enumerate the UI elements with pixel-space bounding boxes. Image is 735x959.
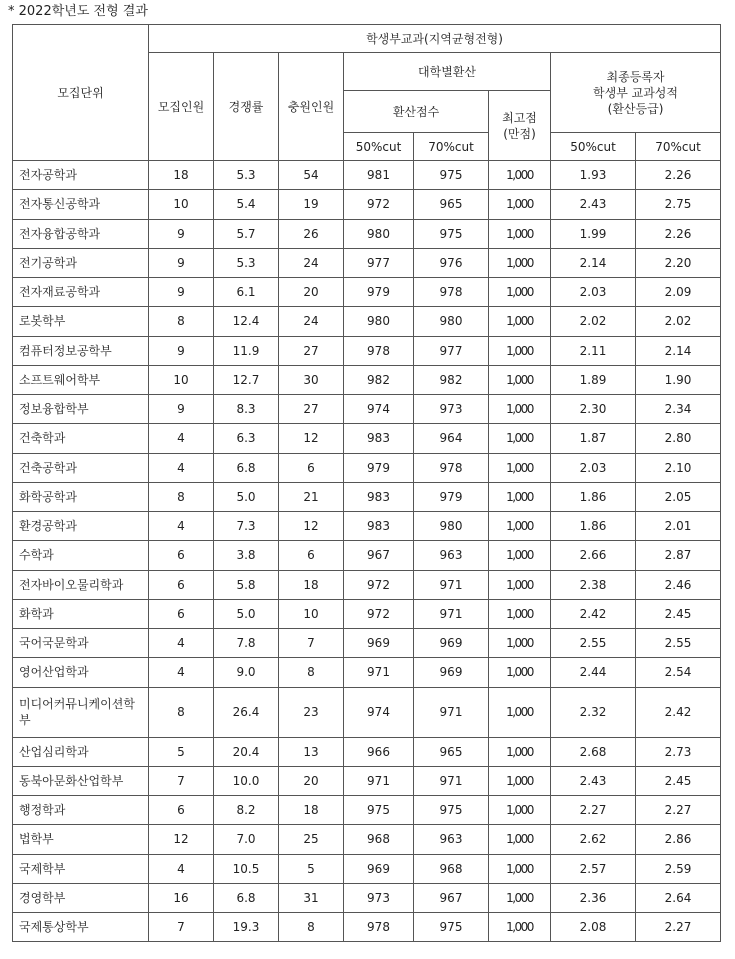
grade-cut70-cell: 2.26 — [636, 219, 721, 248]
score-cut70-cell: 978 — [414, 278, 489, 307]
table-row — [13, 365, 721, 394]
ratio-cell: 6.3 — [214, 424, 279, 453]
score-cut50-cell: 972 — [344, 599, 414, 628]
table-row — [13, 658, 721, 687]
max-score-cell: 1,000 — [489, 541, 551, 570]
recruit-cell: 10 — [149, 365, 214, 394]
recruit-cell: 12 — [149, 825, 214, 854]
grade-cut50-cell: 2.02 — [551, 307, 636, 336]
grade-cut50-cell: 2.43 — [551, 766, 636, 795]
unit-name-cell: 전기공학과 — [13, 248, 149, 277]
score-cut50-cell: 974 — [344, 687, 414, 737]
grade-cut50-cell: 2.44 — [551, 658, 636, 687]
table-row — [13, 512, 721, 541]
score-cut70-cell: 978 — [414, 453, 489, 482]
max-score-cell: 1,000 — [489, 913, 551, 942]
header-max — [489, 91, 551, 161]
header-track: 학생부교과(지역균형전형) — [149, 25, 721, 53]
unit-name-cell: 경영학부 — [13, 883, 149, 912]
extra-cell: 8 — [279, 658, 344, 687]
table-row — [13, 278, 721, 307]
ratio-cell: 5.0 — [214, 482, 279, 511]
score-cut50-cell: 979 — [344, 453, 414, 482]
header-grade-cut70: 70%cut — [636, 133, 721, 161]
grade-cut50-cell: 2.38 — [551, 570, 636, 599]
recruit-cell: 4 — [149, 512, 214, 541]
grade-cut70-cell: 2.45 — [636, 766, 721, 795]
max-score-cell: 1,000 — [489, 766, 551, 795]
max-score-cell: 1,000 — [489, 512, 551, 541]
recruit-cell: 9 — [149, 336, 214, 365]
score-cut70-cell: 971 — [414, 599, 489, 628]
extra-cell: 10 — [279, 599, 344, 628]
extra-cell: 23 — [279, 687, 344, 737]
max-score-cell: 1,000 — [489, 796, 551, 825]
grade-cut50-cell: 1.99 — [551, 219, 636, 248]
unit-name-cell: 미디어커뮤니케이션학부 — [13, 687, 149, 737]
score-cut70-cell: 979 — [414, 482, 489, 511]
grade-cut50-cell: 2.14 — [551, 248, 636, 277]
header-score-cut50: 50%cut — [344, 133, 414, 161]
unit-name-cell: 국제학부 — [13, 854, 149, 883]
recruit-cell: 9 — [149, 248, 214, 277]
unit-name-cell: 화학공학과 — [13, 482, 149, 511]
score-cut70-cell: 980 — [414, 307, 489, 336]
score-cut50-cell: 977 — [344, 248, 414, 277]
extra-cell: 6 — [279, 453, 344, 482]
extra-cell: 21 — [279, 482, 344, 511]
score-cut50-cell: 972 — [344, 190, 414, 219]
grade-cut50-cell: 2.08 — [551, 913, 636, 942]
max-score-cell: 1,000 — [489, 424, 551, 453]
max-score-cell: 1,000 — [489, 278, 551, 307]
unit-name-cell: 전자융합공학과 — [13, 219, 149, 248]
max-score-cell: 1,000 — [489, 219, 551, 248]
ratio-cell: 5.3 — [214, 248, 279, 277]
header-score: 환산점수 — [344, 91, 489, 133]
extra-cell: 12 — [279, 424, 344, 453]
unit-name-cell: 법학부 — [13, 825, 149, 854]
table-row — [13, 599, 721, 628]
ratio-cell: 26.4 — [214, 687, 279, 737]
score-cut70-cell: 971 — [414, 766, 489, 795]
max-score-cell: 1,000 — [489, 854, 551, 883]
score-cut70-cell: 969 — [414, 658, 489, 687]
header-converted: 대학별환산 — [344, 53, 551, 91]
extra-cell: 25 — [279, 825, 344, 854]
extra-cell: 8 — [279, 913, 344, 942]
grade-cut70-cell: 2.09 — [636, 278, 721, 307]
header-grade-cut50: 50%cut — [551, 133, 636, 161]
max-score-cell: 1,000 — [489, 248, 551, 277]
score-cut50-cell: 966 — [344, 737, 414, 766]
ratio-cell: 10.5 — [214, 854, 279, 883]
recruit-cell: 4 — [149, 424, 214, 453]
unit-name-cell: 수학과 — [13, 541, 149, 570]
grade-cut50-cell: 2.03 — [551, 278, 636, 307]
header-final-line1: 최종등록자 — [606, 69, 665, 84]
score-cut70-cell: 975 — [414, 219, 489, 248]
grade-cut50-cell: 1.86 — [551, 482, 636, 511]
table-row — [13, 737, 721, 766]
table-row — [13, 307, 721, 336]
recruit-cell: 4 — [149, 629, 214, 658]
score-cut70-cell: 963 — [414, 825, 489, 854]
grade-cut50-cell: 2.68 — [551, 737, 636, 766]
ratio-cell: 5.0 — [214, 599, 279, 628]
score-cut70-cell: 971 — [414, 687, 489, 737]
ratio-cell: 6.1 — [214, 278, 279, 307]
score-cut50-cell: 981 — [344, 161, 414, 190]
unit-name-cell: 국제통상학부 — [13, 913, 149, 942]
score-cut70-cell: 975 — [414, 913, 489, 942]
score-cut50-cell: 971 — [344, 766, 414, 795]
table-row — [13, 854, 721, 883]
extra-cell: 12 — [279, 512, 344, 541]
score-cut70-cell: 965 — [414, 737, 489, 766]
recruit-cell: 4 — [149, 854, 214, 883]
score-cut50-cell: 969 — [344, 854, 414, 883]
recruit-cell: 5 — [149, 737, 214, 766]
grade-cut70-cell: 1.90 — [636, 365, 721, 394]
score-cut50-cell: 971 — [344, 658, 414, 687]
table-row — [13, 482, 721, 511]
extra-cell: 26 — [279, 219, 344, 248]
table-row — [13, 219, 721, 248]
score-cut50-cell: 975 — [344, 796, 414, 825]
score-cut70-cell: 965 — [414, 190, 489, 219]
table-row — [13, 796, 721, 825]
grade-cut70-cell: 2.14 — [636, 336, 721, 365]
table-row — [13, 190, 721, 219]
grade-cut70-cell: 2.26 — [636, 161, 721, 190]
unit-name-cell: 행정학과 — [13, 796, 149, 825]
header-max-line1: 최고점 — [502, 110, 537, 125]
extra-cell: 5 — [279, 854, 344, 883]
header-final-line2: 학생부 교과성적 — [593, 85, 678, 100]
max-score-cell: 1,000 — [489, 395, 551, 424]
grade-cut70-cell: 2.05 — [636, 482, 721, 511]
extra-cell: 27 — [279, 395, 344, 424]
grade-cut70-cell: 2.75 — [636, 190, 721, 219]
ratio-cell: 12.4 — [214, 307, 279, 336]
grade-cut50-cell: 1.86 — [551, 512, 636, 541]
grade-cut70-cell: 2.34 — [636, 395, 721, 424]
header-final-grade — [551, 53, 721, 133]
extra-cell: 18 — [279, 570, 344, 599]
score-cut50-cell: 978 — [344, 336, 414, 365]
grade-cut70-cell: 2.45 — [636, 599, 721, 628]
grade-cut70-cell: 2.27 — [636, 796, 721, 825]
table-row — [13, 453, 721, 482]
extra-cell: 20 — [279, 278, 344, 307]
grade-cut50-cell: 2.66 — [551, 541, 636, 570]
grade-cut50-cell: 2.30 — [551, 395, 636, 424]
max-score-cell: 1,000 — [489, 453, 551, 482]
grade-cut50-cell: 2.57 — [551, 854, 636, 883]
grade-cut50-cell: 1.93 — [551, 161, 636, 190]
ratio-cell: 7.8 — [214, 629, 279, 658]
extra-cell: 54 — [279, 161, 344, 190]
grade-cut70-cell: 2.87 — [636, 541, 721, 570]
score-cut70-cell: 968 — [414, 854, 489, 883]
ratio-cell: 8.3 — [214, 395, 279, 424]
unit-name-cell: 전자통신공학과 — [13, 190, 149, 219]
score-cut70-cell: 971 — [414, 570, 489, 599]
grade-cut70-cell: 2.42 — [636, 687, 721, 737]
score-cut50-cell: 972 — [344, 570, 414, 599]
unit-name-cell: 건축학과 — [13, 424, 149, 453]
score-cut70-cell: 982 — [414, 365, 489, 394]
max-score-cell: 1,000 — [489, 599, 551, 628]
grade-cut70-cell: 2.01 — [636, 512, 721, 541]
unit-name-cell: 환경공학과 — [13, 512, 149, 541]
max-score-cell: 1,000 — [489, 570, 551, 599]
table-row — [13, 248, 721, 277]
recruit-cell: 8 — [149, 482, 214, 511]
recruit-cell: 6 — [149, 599, 214, 628]
max-score-cell: 1,000 — [489, 629, 551, 658]
recruit-cell: 6 — [149, 570, 214, 599]
score-cut50-cell: 968 — [344, 825, 414, 854]
max-score-cell: 1,000 — [489, 307, 551, 336]
unit-name-cell: 소프트웨어학부 — [13, 365, 149, 394]
ratio-cell: 10.0 — [214, 766, 279, 795]
recruit-cell: 4 — [149, 453, 214, 482]
ratio-cell: 9.0 — [214, 658, 279, 687]
grade-cut50-cell: 2.36 — [551, 883, 636, 912]
recruit-cell: 16 — [149, 883, 214, 912]
header-max-line2: (만점) — [503, 126, 536, 141]
score-cut70-cell: 976 — [414, 248, 489, 277]
extra-cell: 20 — [279, 766, 344, 795]
score-cut70-cell: 975 — [414, 161, 489, 190]
grade-cut50-cell: 1.89 — [551, 365, 636, 394]
ratio-cell: 7.0 — [214, 825, 279, 854]
score-cut50-cell: 980 — [344, 307, 414, 336]
score-cut70-cell: 975 — [414, 796, 489, 825]
table-row — [13, 825, 721, 854]
max-score-cell: 1,000 — [489, 365, 551, 394]
ratio-cell: 5.7 — [214, 219, 279, 248]
header-extra: 충원인원 — [279, 53, 344, 161]
grade-cut50-cell: 1.87 — [551, 424, 636, 453]
unit-name-cell: 전자바이오물리학과 — [13, 570, 149, 599]
score-cut70-cell: 980 — [414, 512, 489, 541]
grade-cut50-cell: 2.55 — [551, 629, 636, 658]
ratio-cell: 12.7 — [214, 365, 279, 394]
score-cut50-cell: 979 — [344, 278, 414, 307]
grade-cut70-cell: 2.20 — [636, 248, 721, 277]
score-cut70-cell: 977 — [414, 336, 489, 365]
recruit-cell: 8 — [149, 307, 214, 336]
score-cut50-cell: 978 — [344, 913, 414, 942]
extra-cell: 7 — [279, 629, 344, 658]
extra-cell: 27 — [279, 336, 344, 365]
extra-cell: 24 — [279, 307, 344, 336]
table-row — [13, 687, 721, 737]
score-cut70-cell: 963 — [414, 541, 489, 570]
recruit-cell: 4 — [149, 658, 214, 687]
grade-cut50-cell: 2.27 — [551, 796, 636, 825]
grade-cut70-cell: 2.54 — [636, 658, 721, 687]
ratio-cell: 5.4 — [214, 190, 279, 219]
unit-name-cell: 영어산업학과 — [13, 658, 149, 687]
extra-cell: 6 — [279, 541, 344, 570]
unit-name-cell: 전자재료공학과 — [13, 278, 149, 307]
score-cut50-cell: 974 — [344, 395, 414, 424]
grade-cut70-cell: 2.80 — [636, 424, 721, 453]
max-score-cell: 1,000 — [489, 883, 551, 912]
score-cut50-cell: 983 — [344, 424, 414, 453]
grade-cut70-cell: 2.86 — [636, 825, 721, 854]
ratio-cell: 20.4 — [214, 737, 279, 766]
recruit-cell: 7 — [149, 913, 214, 942]
table-row — [13, 424, 721, 453]
extra-cell: 24 — [279, 248, 344, 277]
admission-results-table — [12, 24, 721, 942]
unit-name-cell: 정보융합학부 — [13, 395, 149, 424]
unit-name-cell: 동북아문화산업학부 — [13, 766, 149, 795]
unit-name-cell: 화학과 — [13, 599, 149, 628]
ratio-cell: 6.8 — [214, 453, 279, 482]
grade-cut70-cell: 2.27 — [636, 913, 721, 942]
max-score-cell: 1,000 — [489, 161, 551, 190]
ratio-cell: 5.8 — [214, 570, 279, 599]
table-row — [13, 766, 721, 795]
ratio-cell: 6.8 — [214, 883, 279, 912]
grade-cut70-cell: 2.46 — [636, 570, 721, 599]
unit-name-cell: 전자공학과 — [13, 161, 149, 190]
header-ratio: 경쟁률 — [214, 53, 279, 161]
max-score-cell: 1,000 — [489, 190, 551, 219]
grade-cut50-cell: 2.62 — [551, 825, 636, 854]
score-cut50-cell: 983 — [344, 512, 414, 541]
ratio-cell: 5.3 — [214, 161, 279, 190]
extra-cell: 30 — [279, 365, 344, 394]
grade-cut70-cell: 2.59 — [636, 854, 721, 883]
score-cut50-cell: 969 — [344, 629, 414, 658]
recruit-cell: 10 — [149, 190, 214, 219]
table-row — [13, 570, 721, 599]
max-score-cell: 1,000 — [489, 336, 551, 365]
header-recruit: 모집인원 — [149, 53, 214, 161]
max-score-cell: 1,000 — [489, 687, 551, 737]
max-score-cell: 1,000 — [489, 658, 551, 687]
grade-cut70-cell: 2.73 — [636, 737, 721, 766]
unit-name-cell: 국어국문학과 — [13, 629, 149, 658]
recruit-cell: 18 — [149, 161, 214, 190]
header-unit: 모집단위 — [13, 25, 149, 161]
score-cut50-cell: 982 — [344, 365, 414, 394]
grade-cut50-cell: 2.32 — [551, 687, 636, 737]
grade-cut70-cell: 2.55 — [636, 629, 721, 658]
extra-cell: 31 — [279, 883, 344, 912]
table-row — [13, 883, 721, 912]
header-final-line3: (환산등급) — [607, 101, 664, 116]
ratio-cell: 3.8 — [214, 541, 279, 570]
table-row — [13, 336, 721, 365]
score-cut50-cell: 973 — [344, 883, 414, 912]
recruit-cell: 9 — [149, 278, 214, 307]
score-cut50-cell: 980 — [344, 219, 414, 248]
ratio-cell: 19.3 — [214, 913, 279, 942]
recruit-cell: 9 — [149, 219, 214, 248]
extra-cell: 13 — [279, 737, 344, 766]
max-score-cell: 1,000 — [489, 825, 551, 854]
unit-name-cell: 로봇학부 — [13, 307, 149, 336]
max-score-cell: 1,000 — [489, 737, 551, 766]
recruit-cell: 6 — [149, 541, 214, 570]
recruit-cell: 8 — [149, 687, 214, 737]
table-row — [13, 395, 721, 424]
unit-name-cell: 건축공학과 — [13, 453, 149, 482]
grade-cut50-cell: 2.43 — [551, 190, 636, 219]
table-row — [13, 629, 721, 658]
table-row — [13, 541, 721, 570]
grade-cut50-cell: 2.11 — [551, 336, 636, 365]
grade-cut70-cell: 2.64 — [636, 883, 721, 912]
unit-name-cell: 산업심리학과 — [13, 737, 149, 766]
grade-cut70-cell: 2.02 — [636, 307, 721, 336]
score-cut70-cell: 964 — [414, 424, 489, 453]
ratio-cell: 8.2 — [214, 796, 279, 825]
score-cut70-cell: 973 — [414, 395, 489, 424]
score-cut50-cell: 967 — [344, 541, 414, 570]
recruit-cell: 6 — [149, 796, 214, 825]
score-cut70-cell: 967 — [414, 883, 489, 912]
grade-cut50-cell: 2.42 — [551, 599, 636, 628]
max-score-cell: 1,000 — [489, 482, 551, 511]
header-score-cut70: 70%cut — [414, 133, 489, 161]
table-row — [13, 161, 721, 190]
extra-cell: 19 — [279, 190, 344, 219]
score-cut70-cell: 969 — [414, 629, 489, 658]
unit-name-cell: 컴퓨터정보공학부 — [13, 336, 149, 365]
recruit-cell: 9 — [149, 395, 214, 424]
extra-cell: 18 — [279, 796, 344, 825]
table-row — [13, 913, 721, 942]
score-cut50-cell: 983 — [344, 482, 414, 511]
page-title: * 2022학년도 전형 결과 — [8, 4, 148, 19]
grade-cut50-cell: 2.03 — [551, 453, 636, 482]
recruit-cell: 7 — [149, 766, 214, 795]
grade-cut70-cell: 2.10 — [636, 453, 721, 482]
ratio-cell: 7.3 — [214, 512, 279, 541]
ratio-cell: 11.9 — [214, 336, 279, 365]
